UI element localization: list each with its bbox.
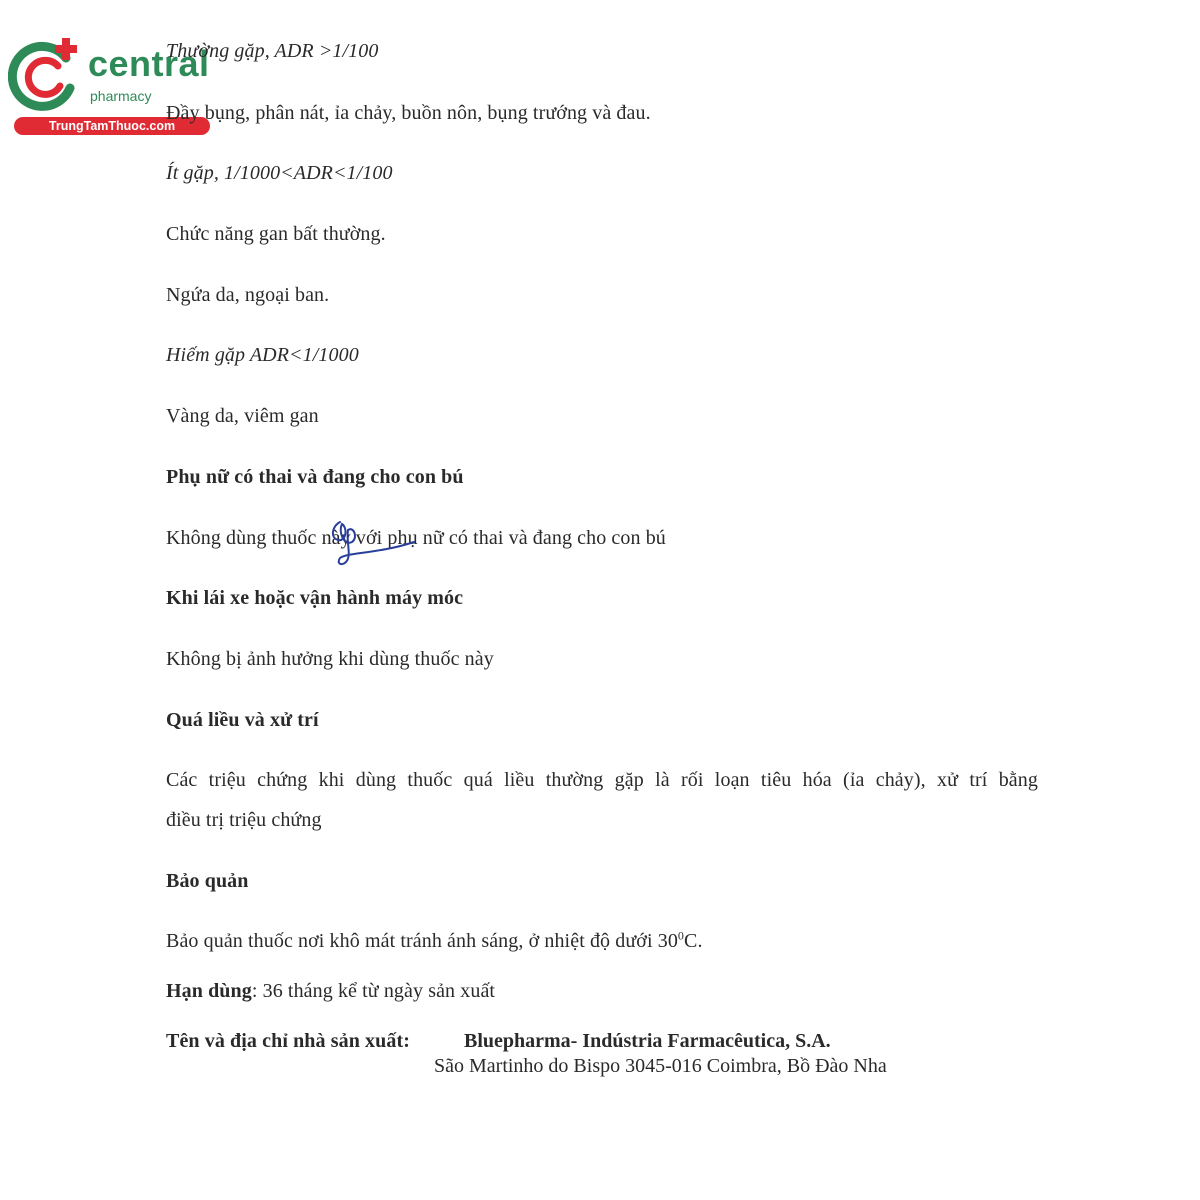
- shelf-life: [166, 980, 495, 1003]
- overdose-text-2: điều trị triệu chứng: [166, 809, 322, 831]
- pregnancy-text: Không dùng thuốc này với phụ nữ có thai và đang cho con bú: [166, 527, 666, 549]
- freq-common-text: Đầy bụng, phân nát, ỉa chảy, buồn nôn, bụng trướng và đau.: [166, 102, 651, 124]
- driving-heading: Khi lái xe hoặc vận hành máy móc: [166, 587, 464, 609]
- storage-heading: Bảo quản: [166, 870, 249, 892]
- manufacturer-name: Bluepharma- Indústria Farmacêutica, S.A.: [464, 1030, 831, 1052]
- freq-common-heading: Thường gặp, ADR >1/100: [166, 40, 379, 62]
- shelf-life-label: Hạn dùng: [166, 980, 252, 1002]
- logo-site-banner: TrungTamThuoc.com: [14, 117, 210, 135]
- manufacturer-label: Tên và địa chỉ nhà sản xuất:: [166, 1030, 410, 1052]
- overdose-heading: Quá liều và xử trí: [166, 709, 319, 731]
- freq-uncommon-text-1: Chức năng gan bất thường.: [166, 223, 386, 245]
- pregnancy-heading: Phụ nữ có thai và đang cho con bú: [166, 466, 464, 488]
- logo-brand-text: central: [88, 43, 210, 84]
- storage-text-main: Bảo quản thuốc nơi khô mát tránh ánh sáng, ở nhiệt độ dưới 30: [166, 930, 678, 952]
- storage-degree-sup: 0: [677, 928, 685, 943]
- signature-mark: [318, 512, 418, 582]
- shelf-life-text: : 36 tháng kể từ ngày sản xuất: [251, 980, 496, 1002]
- manufacturer-address: São Martinho do Bispo 3045-016 Coimbra, Bồ Đào Nha: [434, 1055, 887, 1077]
- overdose-text-1: Các triệu chứng khi dùng thuốc quá liều thường gặp là rối loạn tiêu hóa (ỉa chảy), xử trí bằng: [166, 769, 1038, 791]
- storage-text-end: C.: [684, 930, 703, 952]
- storage-text: [166, 930, 703, 953]
- logo-sub-text: pharmacy: [90, 88, 152, 104]
- driving-text: Không bị ảnh hưởng khi dùng thuốc này: [166, 648, 494, 670]
- freq-uncommon-text-2: Ngứa da, ngoại ban.: [166, 284, 330, 306]
- freq-rare-heading: Hiếm gặp ADR<1/1000: [166, 344, 359, 366]
- freq-uncommon-heading: Ít gặp, 1/1000<ADR<1/100: [166, 162, 393, 184]
- logo-mark-icon: [8, 36, 88, 116]
- freq-rare-text: Vàng da, viêm gan: [166, 405, 319, 427]
